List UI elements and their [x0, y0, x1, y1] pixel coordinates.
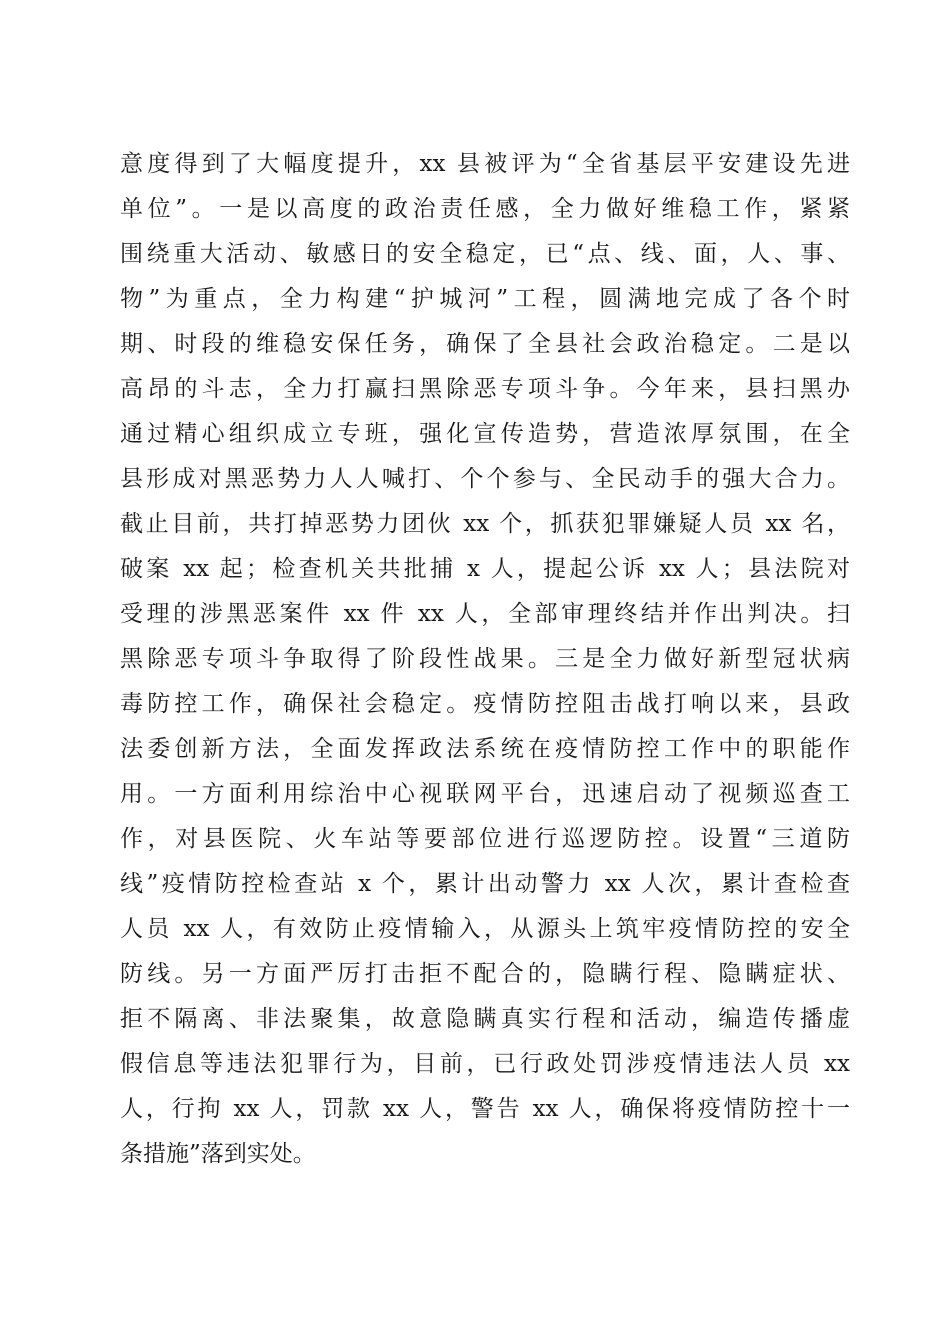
- text-line-10: 破案 xx 起；检查机关共批捕 x 人，提起公诉 xx 人；县法院对: [120, 556, 850, 582]
- text-line-17: 线”疫情防控检查站 x 个，累计出动警力 xx 人次，累计查检查: [120, 871, 850, 897]
- text-line-4: 物”为重点，全力构建“护城河”工程，圆满地完成了各个时: [120, 286, 850, 312]
- text-line-20: 拒不隔离、非法聚集，故意隐瞒真实行程和活动，编造传播虚: [120, 1006, 850, 1032]
- text-line-6: 高昂的斗志，全力打赢扫黑除恶专项斗争。今年来，县扫黑办: [120, 376, 850, 402]
- text-line-15: 用。一方面利用综治中心视联网平台，迅速启动了视频巡查工: [120, 781, 850, 807]
- text-line-16: 作，对县医院、火车站等要部位进行巡逻防控。设置“三道防: [120, 826, 850, 852]
- text-line-23: 条措施”落到实处。: [120, 1141, 316, 1167]
- text-line-14: 法委创新方法，全面发挥政法系统在疫情防控工作中的职能作: [120, 736, 850, 762]
- text-line-7: 通过精心组织成立专班，强化宣传造势，营造浓厚氛围，在全: [120, 421, 850, 447]
- text-line-18: 人员 xx 人，有效防止疫情输入，从源头上筑牢疫情防控的安全: [120, 916, 850, 942]
- text-line-19: 防线。另一方面严厉打击拒不配合的，隐瞒行程、隐瞒症状、: [120, 961, 850, 987]
- text-line-13: 毒防控工作，确保社会稳定。疫情防控阻击战打响以来，县政: [120, 691, 850, 717]
- text-line-3: 围绕重大活动、敏感日的安全稳定，已“点、线、面，人、事、: [120, 241, 850, 267]
- text-line-5: 期、时段的维稳安保任务，确保了全县社会政治稳定。二是以: [120, 331, 850, 357]
- text-line-11: 受理的涉黑恶案件 xx 件 xx 人，全部审理终结并作出判决。扫: [120, 601, 850, 627]
- text-line-22: 人，行拘 xx 人，罚款 xx 人，警告 xx 人，确保将疫情防控十一: [120, 1096, 850, 1122]
- text-line-1: 意度得到了大幅度提升，xx 县被评为“全省基层平安建设先进: [120, 151, 850, 177]
- text-line-21: 假信息等违法犯罪行为，目前，已行政处罚涉疫情违法人员 xx: [120, 1051, 850, 1077]
- body-paragraph: [120, 142, 850, 1177]
- text-line-9: 截止目前，共打掉恶势力团伙 xx 个，抓获犯罪嫌疑人员 xx 名，: [120, 511, 850, 537]
- text-line-12: 黑除恶专项斗争取得了阶段性战果。三是全力做好新型冠状病: [120, 646, 850, 672]
- text-line-8: 县形成对黑恶势力人人喊打、个个参与、全民动手的强大合力。: [120, 466, 850, 492]
- text-line-2: 单位”。一是以高度的政治责任感，全力做好维稳工作，紧紧: [120, 196, 850, 222]
